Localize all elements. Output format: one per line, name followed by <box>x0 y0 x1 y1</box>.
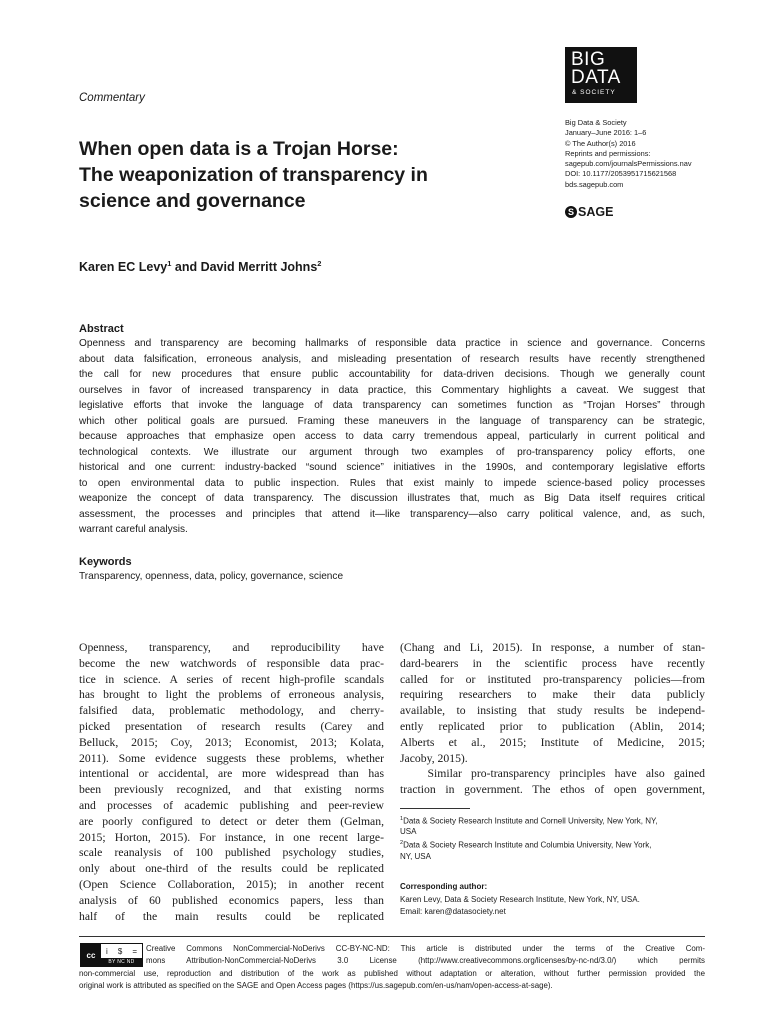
sage-logo-text: SAGE <box>578 205 614 219</box>
abstract-line: to open environmental data to public inspection. Rules that exist mainly to impede science-based policy processes <box>79 477 705 489</box>
title-line: science and governance <box>79 190 306 212</box>
author-name: Karen EC Levy <box>79 260 168 275</box>
license-line: original work is attributed as specified on the SAGE and Open Access pages (https://us.sagepub.com/en-us/nam/open-access-at-sage). <box>79 980 553 990</box>
body-line: requiring researchers to make their data publicly <box>400 688 705 702</box>
abstract-line: technological contexts. We illustrate our argument through two examples of pro-transparency policy efforts, one <box>79 446 705 458</box>
body-column-right <box>400 640 705 798</box>
journal-name: Big Data & Society <box>565 118 627 127</box>
noderivs-icon: = <box>132 946 137 956</box>
body-line: analysis of 60 published economics papers, less than <box>79 893 384 907</box>
body-line: only about one-third of the results could be replicated <box>79 862 384 876</box>
body-line: (Open Science Collaboration, 2015); in another recent <box>79 877 384 891</box>
noncommercial-icon: $ <box>117 946 123 956</box>
body-line: (Chang and Li, 2015). In response, a number of stan- <box>400 641 705 654</box>
section-label: Commentary <box>79 92 145 104</box>
body-line: scale reanalysis of 100 published psychology studies, <box>79 846 384 860</box>
corresponding-author-address: Karen Levy, Data & Society Research Institute, New York, NY, USA. <box>400 895 640 904</box>
body-line: 2015; Horton, 2015). For instance, in one recent large- <box>79 830 384 844</box>
footnote-divider <box>400 808 470 809</box>
corresponding-author-email[interactable]: Email: karen@datasociety.net <box>400 906 506 916</box>
body-line: Alberts et al., 2015; Institute of Medicine, 2015; <box>400 735 705 749</box>
abstract-line: Openness and transparency are becoming hallmarks of responsible data practice in science and governance. Concerns <box>79 338 705 349</box>
license-divider <box>79 936 705 937</box>
keywords-heading: Keywords <box>79 556 132 568</box>
corresponding-author <box>400 894 640 917</box>
abstract-line: which other political goals are pursued. Framing these maneuvers in the language of transparency can be strategic, <box>79 415 705 427</box>
affiliation-marker: 1 <box>167 259 172 268</box>
body-line: available, to insisting that study results be independ- <box>400 704 705 718</box>
journal-permissions-link[interactable]: sagepub.com/journalsPermissions.nav <box>565 159 692 169</box>
author-name: David Merritt Johns <box>200 260 318 275</box>
journal-website-link[interactable]: bds.sagepub.com <box>565 179 624 189</box>
body-line: traction in government. The ethos of open government, <box>400 783 705 797</box>
affiliation-line: $^2$Data & Society Research Institute and Columbia University, New York, <box>400 840 652 850</box>
abstract-line: assessment, the processes and principles that attend it—like transparency—also carry political valence, and, as such, <box>79 508 705 520</box>
body-line: picked presentation of research results (Carey and <box>79 719 384 733</box>
affiliation-line: NY, USA <box>400 851 431 861</box>
body-line: become the new watchwords of responsible data prac- <box>79 656 384 670</box>
attribution-icon: i <box>106 946 108 956</box>
affiliation-marker: 1 <box>400 816 404 822</box>
abstract-line: warrant careful analysis. <box>79 524 188 535</box>
cc-tags: BY NC ND <box>101 958 142 966</box>
journal-doi[interactable]: DOI: 10.1177/2053951715621568 <box>565 169 677 179</box>
body-line: tice in science. A series of recent high-profile scandals <box>79 672 384 686</box>
body-line: falsified data, problematic methodology, and cherry- <box>79 704 384 718</box>
affiliations <box>400 814 705 863</box>
abstract-line: because approaches that emphasize open access to data carry tremendous appeal, particularly in current political and <box>79 431 705 442</box>
abstract-heading: Abstract <box>79 323 124 335</box>
body-line: are poorly configured to detect or deter them (Gelman, <box>79 814 384 828</box>
body-line: has brought to light the problems of erroneous analysis, <box>79 688 384 702</box>
abstract-line: weaponize the concept of data transparency. The discussion illustrates that, much as Big Data itself requires critical <box>79 493 705 504</box>
logo-line-3: & SOCIETY <box>572 89 616 96</box>
body-line: been previously recognized, and that existing norms <box>79 783 384 797</box>
affiliation-line: USA <box>400 827 417 837</box>
abstract-line: the call for new procedures that ensure public accountability for data-driven decisions. Though we generally count <box>79 369 705 380</box>
body-line: Belluck, 2015; Coy, 2013; Economist, 2013; Kolata, <box>79 735 384 749</box>
abstract-line: ourselves in favor of increased transparency in data practice, this Commentary highlights a caveat. We suggest that <box>79 384 705 396</box>
abstract-line: historical and one current: industry-backed “sound science” initiatives in the 1990s, and contemporary legislative efforts <box>79 462 705 473</box>
license-text <box>79 943 705 992</box>
article-title <box>79 136 549 214</box>
affiliation-marker: 2 <box>317 259 322 268</box>
body-line: dard-bearers in the scientific process have recently <box>400 656 705 670</box>
body-line: half of the main results could be replicated <box>79 909 384 923</box>
title-line: When open data is a Trojan Horse: <box>79 138 399 160</box>
abstract-line: legislative efforts that invoke the language of data transparency can sometimes function as “Trojan Horses” through <box>79 400 705 411</box>
body-line: and processes of academic publishing and peer-review <box>79 798 384 812</box>
journal-reprints: Reprints and permissions: <box>565 148 651 158</box>
license-line: mons Attribution-NonCommercial-NoDerivs 3.0 License (http://www.creativecommons.org/licenses/by-nc-nd/3.0/) which permits <box>146 956 705 966</box>
corresponding-author-heading: Corresponding author: <box>400 882 488 891</box>
sage-s-icon: S <box>565 206 577 218</box>
journal-copyright: © The Author(s) 2016 <box>565 138 636 148</box>
author-list <box>79 259 321 274</box>
journal-info <box>565 118 765 190</box>
license-line: Creative Commons NonCommercial-NoDerivs CC-BY-NC-ND: This article is distributed under the terms of the Creative Com- <box>146 944 705 953</box>
logo-line-2: DATA <box>571 67 621 88</box>
journal-logo <box>565 47 637 103</box>
affiliation-line: $^1$Data & Society Research Institute and Cornell University, New York, NY, <box>400 816 658 826</box>
body-column-left <box>79 640 384 924</box>
body-line: Jacoby, 2015). <box>400 751 468 765</box>
keywords-text: Transparency, openness, data, policy, governance, science <box>79 571 344 582</box>
logo-line-1: BIG <box>571 49 606 70</box>
body-line: 2011). Some evidence suggests these problems, whether <box>79 751 384 765</box>
license-line: non-commercial use, reproduction and distribution of the work as published without adaptation or alteration, without further permission provided the <box>79 968 705 978</box>
body-line: Openness, transparency, and reproducibility have <box>79 641 384 654</box>
author-joiner: and <box>171 260 201 275</box>
body-line: called for or instituted pro-transparency policies—from <box>400 672 705 686</box>
title-line: The weaponization of transparency in <box>79 164 428 186</box>
abstract-line: about data falsification, erroneous analysis, and misleading presentation of research results have recently strengthened <box>79 353 705 365</box>
sage-logo <box>565 205 613 219</box>
cc-icon: cc <box>81 944 101 966</box>
journal-issue: January–June 2016: 1–6 <box>565 128 647 138</box>
body-line: intentional or accidental, are more widespread than has <box>79 767 384 781</box>
body-line: Similar pro-transparency principles have also gained <box>400 767 705 781</box>
abstract-text <box>79 336 705 538</box>
body-line: ently replicated prior to publication (Ablin, 2014; <box>400 719 705 733</box>
affiliation-marker: 2 <box>400 840 404 847</box>
